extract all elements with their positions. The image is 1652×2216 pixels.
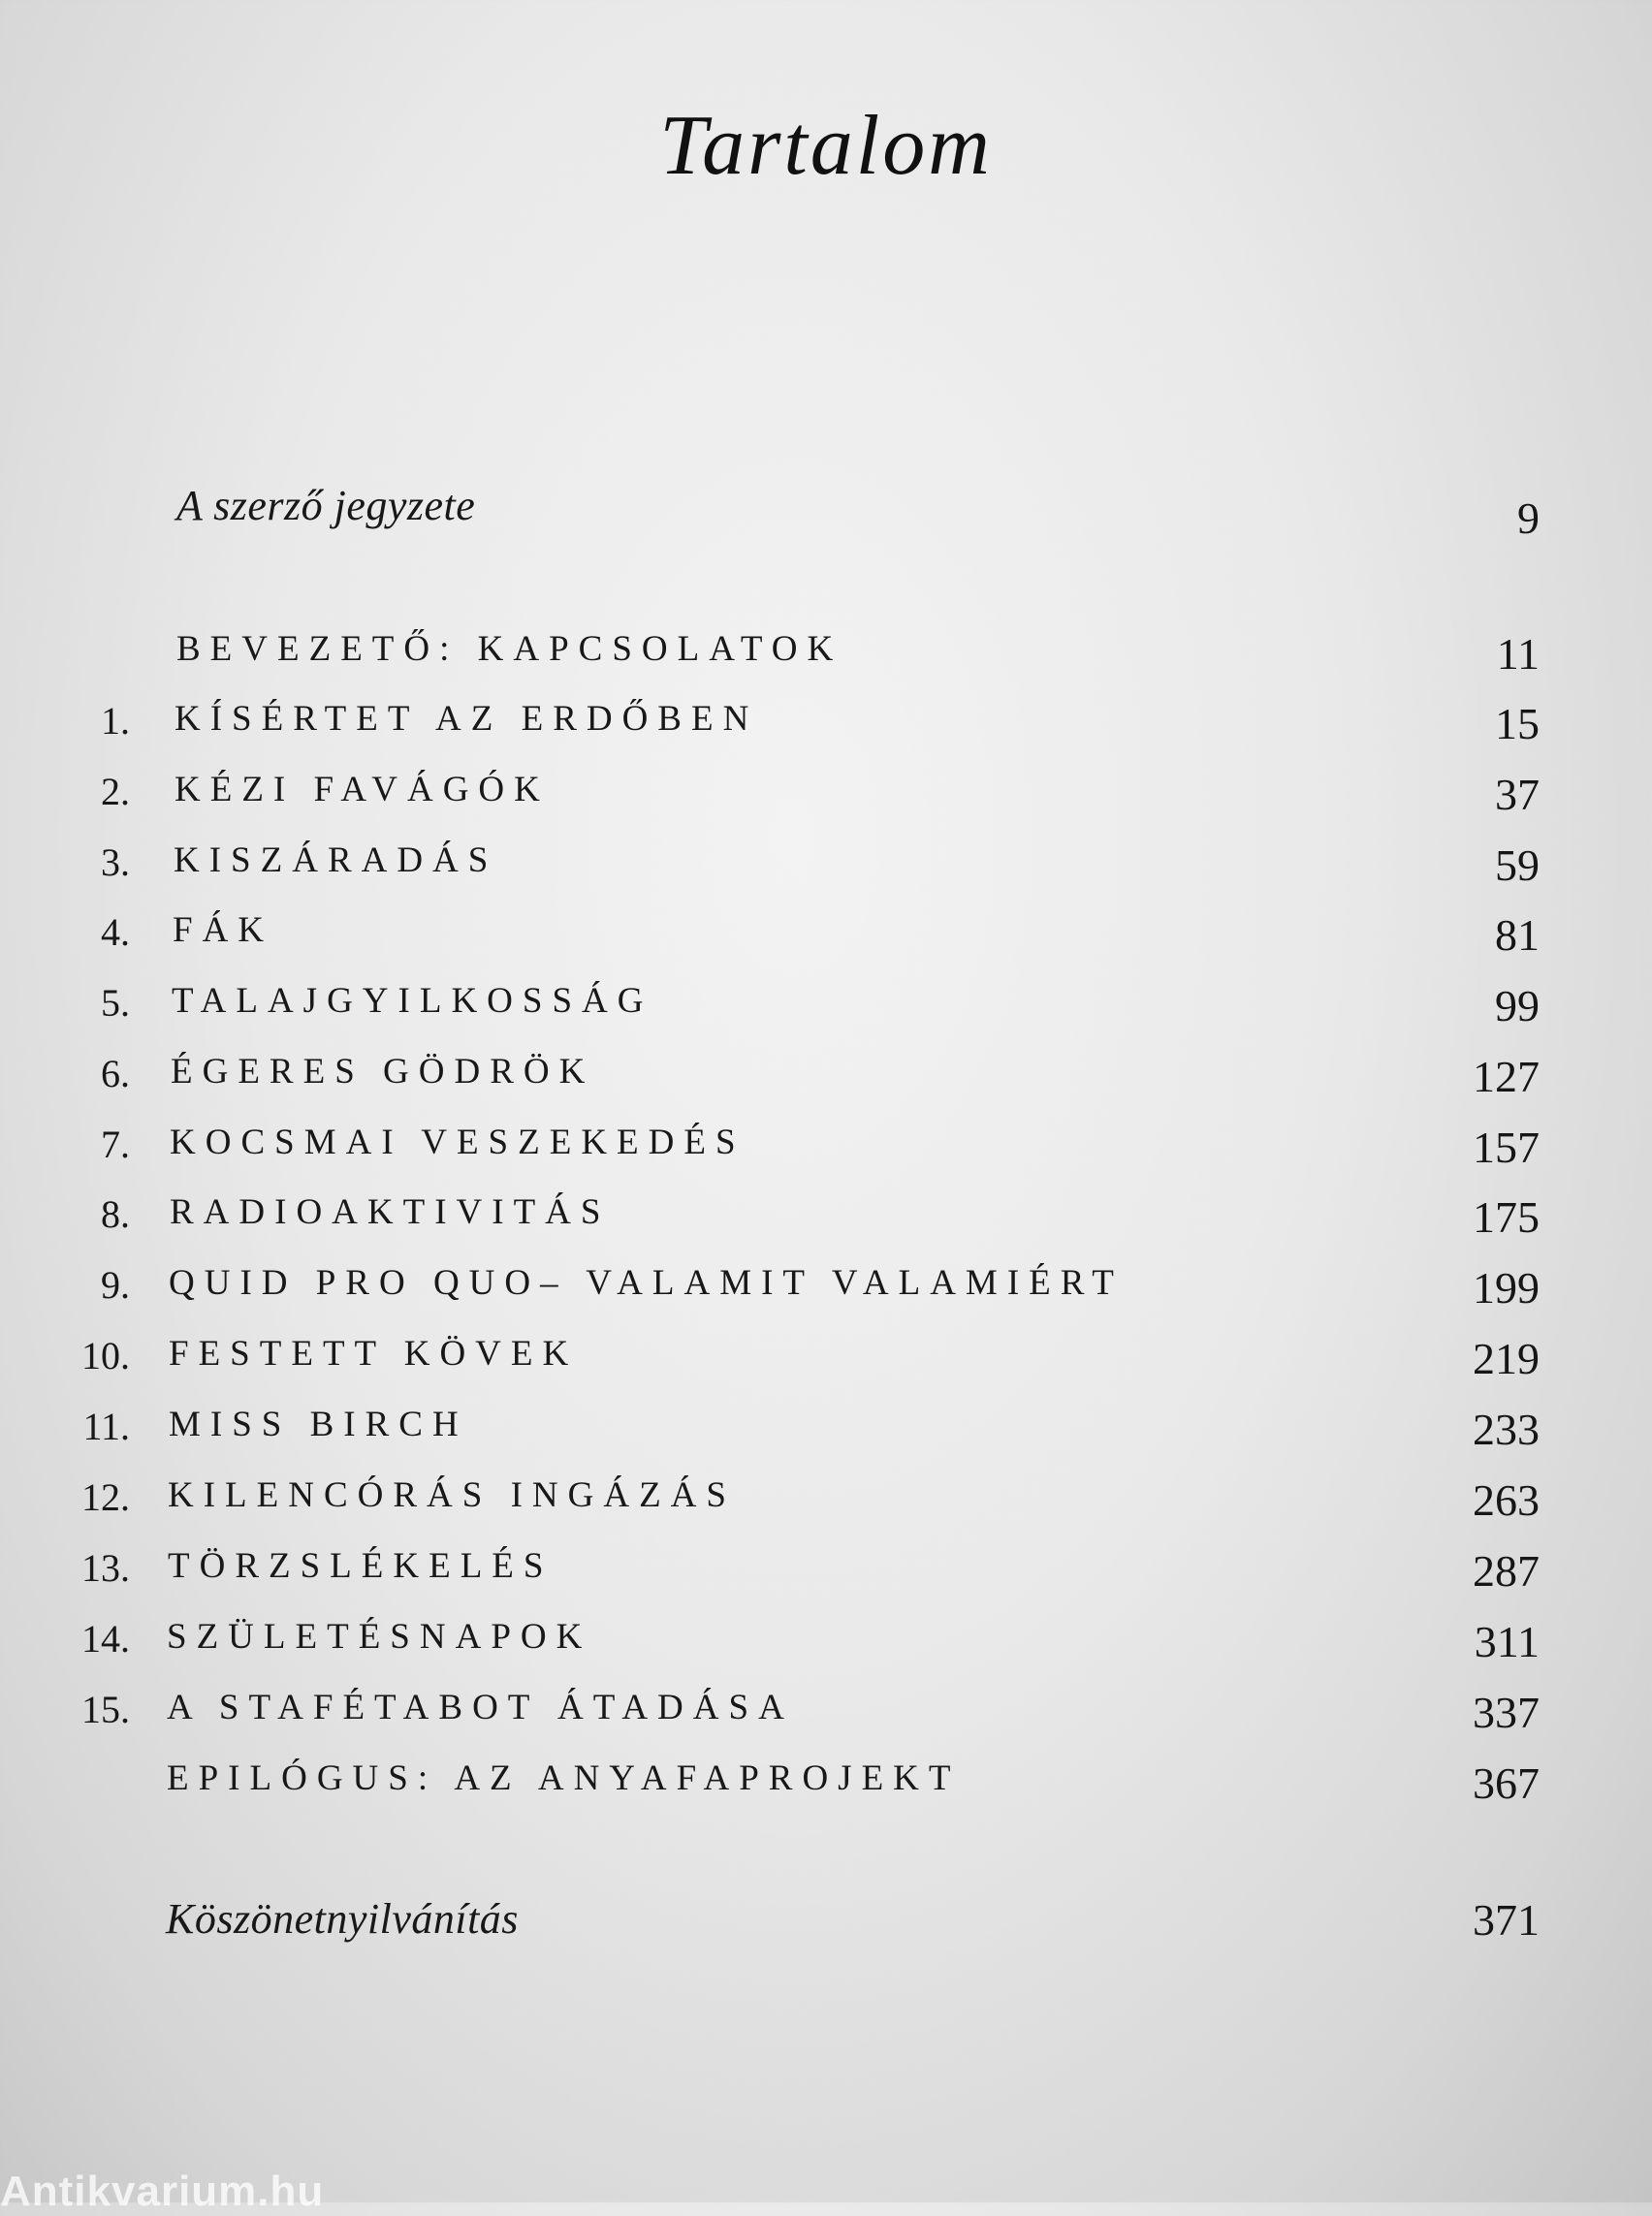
toc-entry-chapter [0,909,1652,967]
toc-entry-chapter [0,1051,1652,1109]
page-title: Tartalom [659,99,993,193]
entry-label: RADIOAKTIVITÁS [170,1192,611,1232]
entry-label: BEVEZETŐ: KAPCSOLATOK [176,629,843,669]
entry-number: 12. [81,1475,130,1519]
toc-entry-chapter [0,698,1652,756]
entry-page: 287 [1473,1546,1540,1596]
entry-page: 337 [1473,1688,1540,1737]
entry-label: FÁK [173,910,274,950]
watermark-text: Antikvarium.hu [0,2168,325,2215]
entry-number: 4. [101,910,130,954]
entry-label: KISZÁRADÁS [174,840,498,880]
entry-label: A szerző jegyzete [176,482,476,529]
entry-page: 99 [1495,981,1540,1030]
entry-page: 127 [1473,1052,1540,1101]
entry-page: 263 [1473,1475,1540,1525]
entry-label: A STAFÉTABOT ÁTADÁSA [167,1688,794,1727]
entry-page: 199 [1473,1263,1540,1313]
entry-label: MISS BIRCH [169,1405,468,1444]
toc-entry-chapter [0,769,1652,827]
entry-page: 37 [1495,770,1540,819]
entry-label: KILENCÓRÁS INGÁZÁS [168,1475,736,1515]
toc-entry-chapter [0,1262,1652,1320]
entry-label: KOCSMAI VESZEKEDÉS [170,1123,746,1162]
entry-page: 371 [1473,1895,1540,1945]
toc-entry-chapter [0,1616,1652,1674]
entry-page: 15 [1495,699,1540,748]
entry-page: 219 [1473,1334,1540,1383]
toc-entry-epilogue [0,1757,1652,1816]
entry-number: 14. [81,1617,130,1661]
entry-page: 59 [1495,840,1540,890]
entry-page: 157 [1473,1123,1540,1172]
entry-page: 367 [1473,1758,1540,1808]
entry-label: TALAJGYILKOSSÁG [172,981,653,1021]
entry-page: 233 [1473,1405,1540,1454]
entry-label: KÍSÉRTET AZ ERDŐBEN [175,699,759,739]
toc-entry-chapter [0,1191,1652,1250]
entry-number: 2. [101,770,130,813]
entry-page: 11 [1496,629,1540,679]
entry-number: 8. [101,1192,130,1236]
entry-number: 10. [81,1334,130,1377]
toc-entry-chapter [0,1122,1652,1180]
toc-entry-chapter [0,1333,1652,1391]
toc-entry-chapter [0,839,1652,898]
entry-label: ÉGERES GÖDRÖK [171,1052,595,1092]
toc-entry-chapter [0,1687,1652,1745]
entry-label: QUID PRO QUO– VALAMIT VALAMIÉRT [169,1263,1124,1303]
toc-entry-chapter [0,1545,1652,1603]
entry-number: 7. [101,1123,130,1166]
entry-number: 11. [82,1405,130,1448]
entry-page: 311 [1474,1617,1540,1666]
entry-page: 9 [1517,493,1540,543]
entry-page: 81 [1495,910,1540,960]
entry-number: 3. [101,840,130,884]
toc-entry-introduction [0,628,1652,686]
entry-number: 6. [101,1052,130,1095]
entry-label: TÖRZSLÉKELÉS [168,1546,554,1586]
entry-number: 13. [81,1546,130,1590]
entry-label: KÉZI FAVÁGÓK [175,770,550,809]
toc-entry-chapter [0,980,1652,1038]
entry-number: 1. [101,699,130,743]
toc-entry-acknowledgements [0,1894,1652,1952]
entry-label: SZÜLETÉSNAPOK [167,1617,592,1657]
toc-entry-chapter [0,1404,1652,1462]
entry-label: EPILÓGUS: AZ ANYAFAPROJEKT [167,1758,961,1798]
entry-label: FESTETT KÖVEK [169,1334,579,1374]
entry-label: Köszönetnyilvánítás [166,1895,519,1943]
toc-entry-author-note [0,481,1652,543]
entry-number: 9. [101,1263,130,1307]
toc-entry-chapter [0,1474,1652,1533]
entry-number: 15. [81,1688,130,1731]
entry-page: 175 [1473,1192,1540,1242]
entry-number: 5. [101,981,130,1025]
